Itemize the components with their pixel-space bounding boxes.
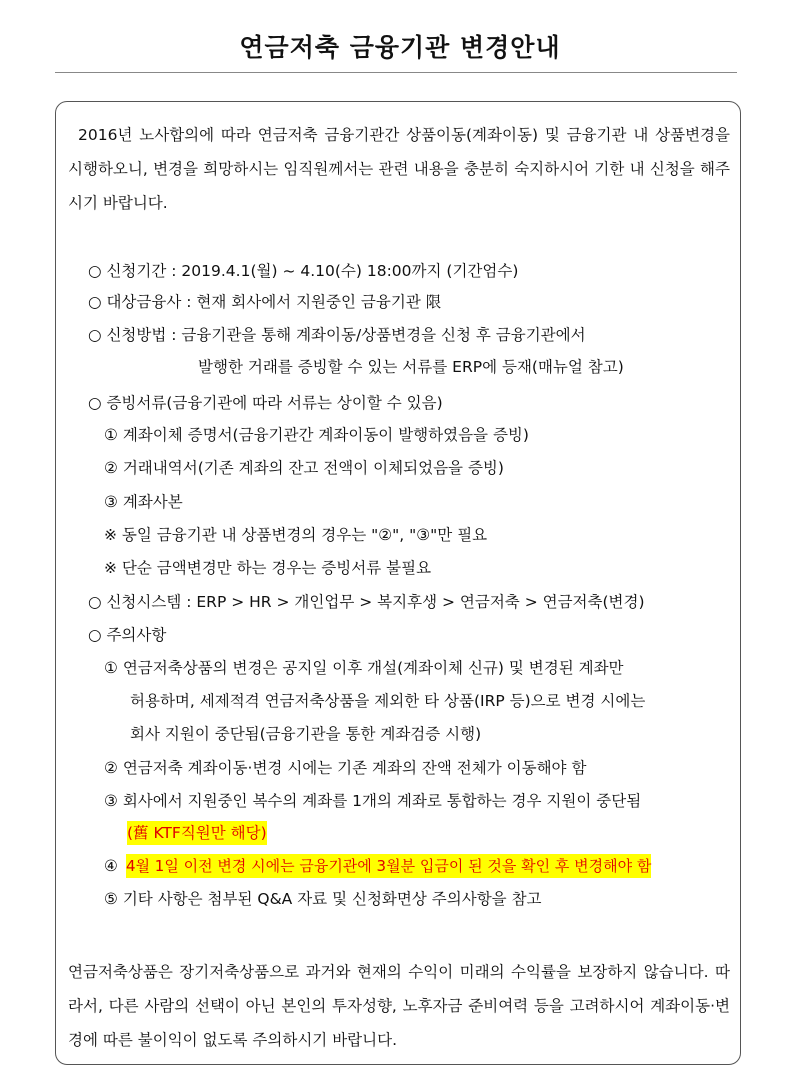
doc-note-2: ※ 단순 금액변경만 하는 경우는 증빙서류 불필요	[104, 559, 432, 577]
item-method-line1: ○ 신청방법 : 금융기관을 통해 계좌이동/상품변경을 신청 후 금융기관에서	[88, 326, 586, 344]
caution-1-line2: 허용하며, 세제적격 연금저축상품을 제외한 타 상품(IRP 등)으로 변경 시에는	[130, 692, 646, 710]
caution-3-note: (舊 KTF직원만 해당)	[127, 821, 267, 845]
doc-item-3: ③ 계좌사본	[104, 493, 183, 511]
doc-note-1: ※ 동일 금융기관 내 상품변경의 경우는 "②", "③"만 필요	[104, 526, 488, 544]
doc-item-1: ① 계좌이체 증명서(금융기관간 계좌이동이 발행하였음을 증빙)	[104, 426, 529, 444]
caution-3-line1: ③ 회사에서 지원중인 복수의 계좌를 1개의 계좌로 통합하는 경우 지원이 중단됨	[104, 792, 642, 810]
item-method-line2: 발행한 거래를 증빙할 수 있는 서류를 ERP에 등재(매뉴얼 참고)	[198, 358, 624, 376]
doc-item-2: ② 거래내역서(기존 계좌의 잔고 전액이 이체되었음을 증빙)	[104, 459, 504, 477]
title-divider	[55, 72, 737, 73]
notice-box	[55, 101, 741, 1065]
caution-1-line1: ① 연금저축상품의 변경은 공지일 이후 개설(계좌이체 신규) 및 변경된 계좌만	[104, 659, 624, 677]
closing-paragraph: 연금저축상품은 장기저축상품으로 과거와 현재의 수익이 미래의 수익률을 보장하지 않습니다. 따라서, 다른 사람의 선택이 아닌 본인의 투자성향, 노후자금 준비여력 등을 고려하시어 계좌이동·변경에 따른 불이익이 없도록 주의하시기 바랍니다.	[68, 963, 730, 1049]
caution-5: ⑤ 기타 사항은 첨부된 Q&A 자료 및 신청화면상 주의사항을 참고	[104, 890, 542, 908]
item-period: ○ 신청기간 : 2019.4.1(월) ~ 4.10(수) 18:00까지 (기간엄수)	[88, 262, 519, 280]
item-docs: ○ 증빙서류(금융기관에 따라 서류는 상이할 수 있음)	[88, 394, 443, 412]
item-target: ○ 대상금융사 : 현재 회사에서 지원중인 금융기관 限	[88, 293, 442, 311]
page-title: 연금저축 금융기관 변경안내	[239, 33, 561, 62]
caution-4-number: ④	[104, 857, 118, 875]
intro-paragraph: 2016년 노사합의에 따라 연금저축 금융기관간 상품이동(계좌이동) 및 금융기관 내 상품변경을 시행하오니, 변경을 희망하시는 임직원께서는 관련 내용을 충분히 숙지하시어 기한 내 신청을 해주시기 바랍니다.	[68, 126, 730, 212]
item-caution: ○ 주의사항	[88, 626, 167, 644]
caution-4: 4월 1일 이전 변경 시에는 금융기관에 3월분 입금이 된 것을 확인 후 변경해야 함	[126, 854, 651, 878]
caution-2: ② 연금저축 계좌이동·변경 시에는 기존 계좌의 잔액 전체가 이동해야 함	[104, 759, 587, 777]
caution-1-line3: 회사 지원이 중단됨(금융기관을 통한 계좌검증 시행)	[130, 725, 482, 743]
item-system: ○ 신청시스템 : ERP > HR > 개인업무 > 복지후생 > 연금저축 > 연금저축(변경)	[88, 593, 645, 611]
